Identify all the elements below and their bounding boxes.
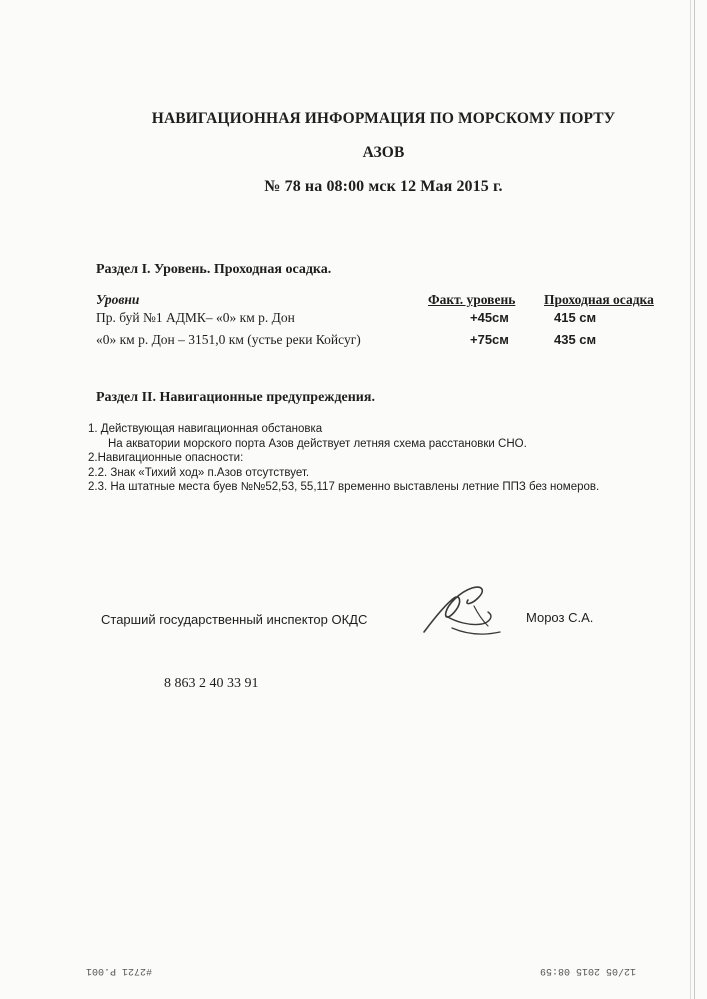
section-2-title: Раздел II. Навигационные предупреждения. <box>96 390 375 405</box>
row-draft: 415 см <box>554 310 597 325</box>
inspector-title: Старший государственный инспектор ОКДС <box>101 612 368 627</box>
row-location: «0» км р. Дон – 3151,0 км (устье реки Койсуг) <box>96 332 361 347</box>
table-row <box>96 310 676 332</box>
document-title: НАВИГАЦИОННАЯ ИНФОРМАЦИЯ ПО МОРСКОМУ ПОРТУ <box>151 110 616 127</box>
fax-timestamp: 12/05 2015 08:59 <box>540 965 637 976</box>
levels-table <box>96 292 676 354</box>
port-name: АЗОВ <box>362 144 405 161</box>
issue-number-date: № 78 на 08:00 мск 12 Мая 2015 г. <box>264 178 503 195</box>
fax-page-stamp: #2721 P.001 <box>86 965 153 976</box>
levels-table-header <box>96 292 676 310</box>
signer-name: Мороз С.А. <box>526 610 594 625</box>
row-fact-level: +45см <box>470 310 509 325</box>
warning-line: 1. Действующая навигационная обстановка <box>88 423 323 435</box>
column-header-levels: Уровни <box>96 292 140 307</box>
column-header-draft: Проходная осадка <box>544 292 654 307</box>
warning-line: 2.2. Знак «Тихий ход» п.Азов отсутствует. <box>88 466 310 479</box>
warning-line: 2.Навигационные опасности: <box>88 452 244 464</box>
warning-line: На акватории морского порта Азов действует летняя схема расстановки СНО. <box>108 437 527 450</box>
row-fact-level: +75см <box>470 332 509 347</box>
row-location: Пр. буй №1 АДМК– «0» км р. Дон <box>96 310 295 325</box>
handwritten-signature <box>416 576 512 646</box>
navigation-warnings <box>88 422 678 495</box>
section-1-title: Раздел I. Уровень. Проходная осадка. <box>96 262 332 277</box>
table-row <box>96 332 676 354</box>
phone-number: 8 863 2 40 33 91 <box>164 676 259 691</box>
warning-line: 2.3. На штатные места буев №№52,53, 55,117 временно выставлены летние ППЗ без номеров. <box>88 481 600 493</box>
row-draft: 435 см <box>554 332 597 347</box>
column-header-fact-level: Факт. уровень <box>428 292 516 307</box>
